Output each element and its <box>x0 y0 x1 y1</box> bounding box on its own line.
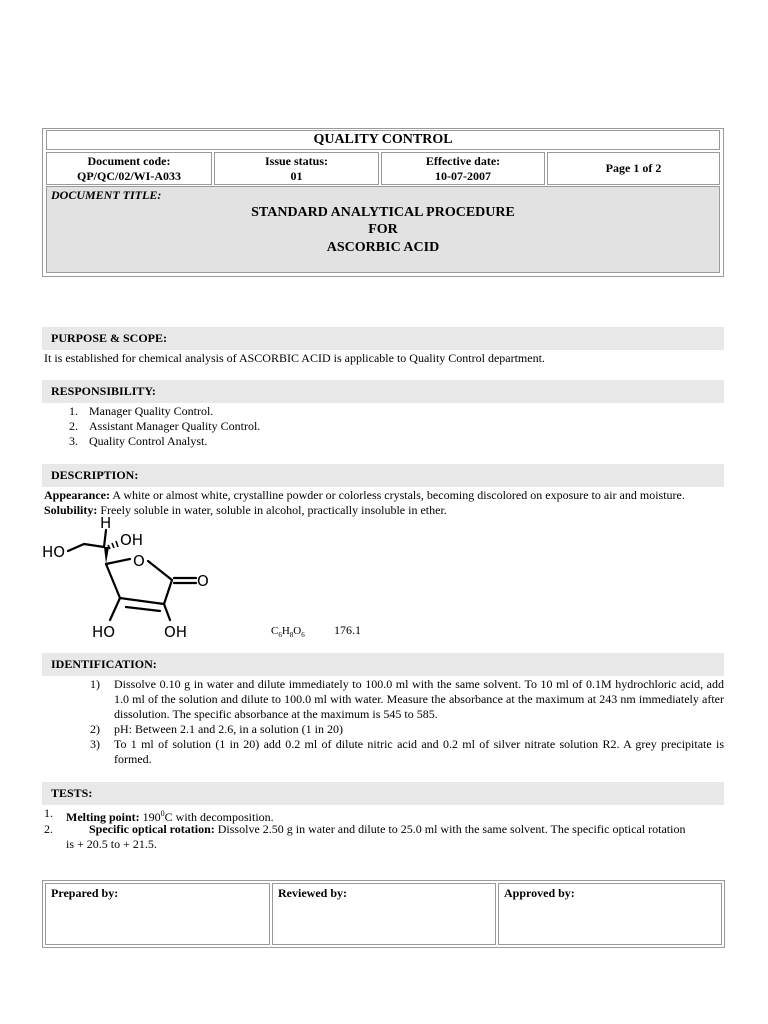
document-title-line-2: FOR <box>368 222 398 237</box>
melting-point-rest: C with decomposition. <box>164 810 274 824</box>
effective-date-cell <box>381 152 545 185</box>
document-code-label: Document code: <box>87 154 171 168</box>
issue-status-value: 01 <box>290 169 303 183</box>
optical-rotation-text-1: Dissolve 2.50 g in water and dilute to 25.0 ml with the same solvent. The specific optical rotation <box>214 822 686 836</box>
ascorbic-acid-structure <box>40 514 260 644</box>
formula-oxygen-count: 6 <box>301 631 305 640</box>
structure-label-ho-bottom: HO <box>92 623 116 641</box>
identification-num-2: 2) <box>90 722 100 736</box>
page-number-cell: Page 1 of 2 <box>547 152 720 185</box>
appearance-text: A white or almost white, crystalline powder or colorless crystals, becoming discolored on exposure to air and moisture. <box>110 488 685 502</box>
prepared-by-cell: Prepared by: <box>45 883 270 945</box>
effective-date-label: Effective date: <box>425 154 501 168</box>
effective-date-value: 10-07-2007 <box>435 169 491 183</box>
formula-oxygen: O <box>293 625 302 637</box>
document-code-value: QP/QC/02/WI-A033 <box>77 169 181 183</box>
formula-carbon: C <box>271 625 279 637</box>
issue-status-cell <box>214 152 379 185</box>
responsibility-num-3: 3. <box>69 434 78 448</box>
responsibility-item-3: Quality Control Analyst. <box>89 434 208 448</box>
tests-num-2: 2. <box>44 822 53 836</box>
formula-carbon-count: 6 <box>278 631 282 640</box>
responsibility-item-2: Assistant Manager Quality Control. <box>89 419 261 433</box>
responsibility-heading: RESPONSIBILITY: <box>42 380 724 403</box>
identification-item-3: To 1 ml of solution (1 in 20) add 0.2 ml of dilute nitric acid and 0.2 ml of silver nitrate solution R2. A grey precipitate is formed. <box>114 737 724 766</box>
optical-rotation-line-2: is + 20.5 to + 21.5. <box>66 837 157 851</box>
identification-item-2: pH: Between 2.1 and 2.6, in a solution (1 in 20) <box>114 722 343 736</box>
optical-rotation-line-1 <box>89 822 685 837</box>
tests-num-1: 1. <box>44 806 53 820</box>
document-code-cell <box>46 152 212 185</box>
melting-point-label: Melting point: <box>66 810 140 824</box>
structure-label-keto-o: O <box>197 572 209 590</box>
identification-item-1: Dissolve 0.10 g in water and dilute immediately to 100.0 ml with the same solvent. To 10 ml of 0.1M hydrochloric acid, add 1.0 ml of the solution and dilute to 100.0 ml with water. Measure the absorbance at the maximum at 243 nm immediately after dissolution. The specific absorbance at the maximum is 545 to 585. <box>114 677 724 721</box>
formula-hydrogen-count: 8 <box>289 631 294 640</box>
responsibility-num-1: 1. <box>69 404 78 418</box>
purpose-text: It is established for chemical analysis of ASCORBIC ACID is applicable to Quality Control department. <box>44 351 545 365</box>
structure-label-ring-o: O <box>133 552 145 570</box>
issue-status-label: Issue status: <box>264 154 328 168</box>
structure-label-h: H <box>100 514 112 532</box>
melting-point-value: 190 <box>139 810 161 824</box>
responsibility-num-2: 2. <box>69 419 78 433</box>
structure-label-oh-top: OH <box>120 531 144 549</box>
molecular-weight: 176.1 <box>334 623 361 637</box>
melting-point-degree: 0 <box>160 809 165 818</box>
structure-label-ho-left: HO <box>42 543 66 561</box>
document-title-line-3: ASCORBIC ACID <box>326 240 440 255</box>
responsibility-item-1: Manager Quality Control. <box>89 404 214 418</box>
appearance-label: Appearance: <box>44 488 110 502</box>
identification-num-3: 3) <box>90 737 100 751</box>
appearance-line <box>44 488 685 503</box>
optical-rotation-label: Specific optical rotation: <box>89 822 215 836</box>
reviewed-by-cell: Reviewed by: <box>272 883 496 945</box>
purpose-heading: PURPOSE & SCOPE: <box>42 327 724 350</box>
approved-by-cell: Approved by: <box>498 883 722 945</box>
document-title-line-1: STANDARD ANALYTICAL PROCEDURE <box>251 205 515 220</box>
document-title-label: DOCUMENT TITLE: <box>51 188 162 202</box>
solubility-label: Solubility: <box>44 503 98 517</box>
formula-hydrogen: H <box>281 625 290 637</box>
structure-label-oh-bottom: OH <box>164 623 188 641</box>
tests-heading: TESTS: <box>42 782 724 805</box>
identification-num-1: 1) <box>90 677 100 691</box>
department-title: QUALITY CONTROL <box>46 130 720 150</box>
identification-heading: IDENTIFICATION: <box>42 653 724 676</box>
molecular-formula <box>271 624 305 643</box>
solubility-text: Freely soluble in water, soluble in alcohol, practically insoluble in ether. <box>97 503 447 517</box>
description-heading: DESCRIPTION: <box>42 464 724 487</box>
